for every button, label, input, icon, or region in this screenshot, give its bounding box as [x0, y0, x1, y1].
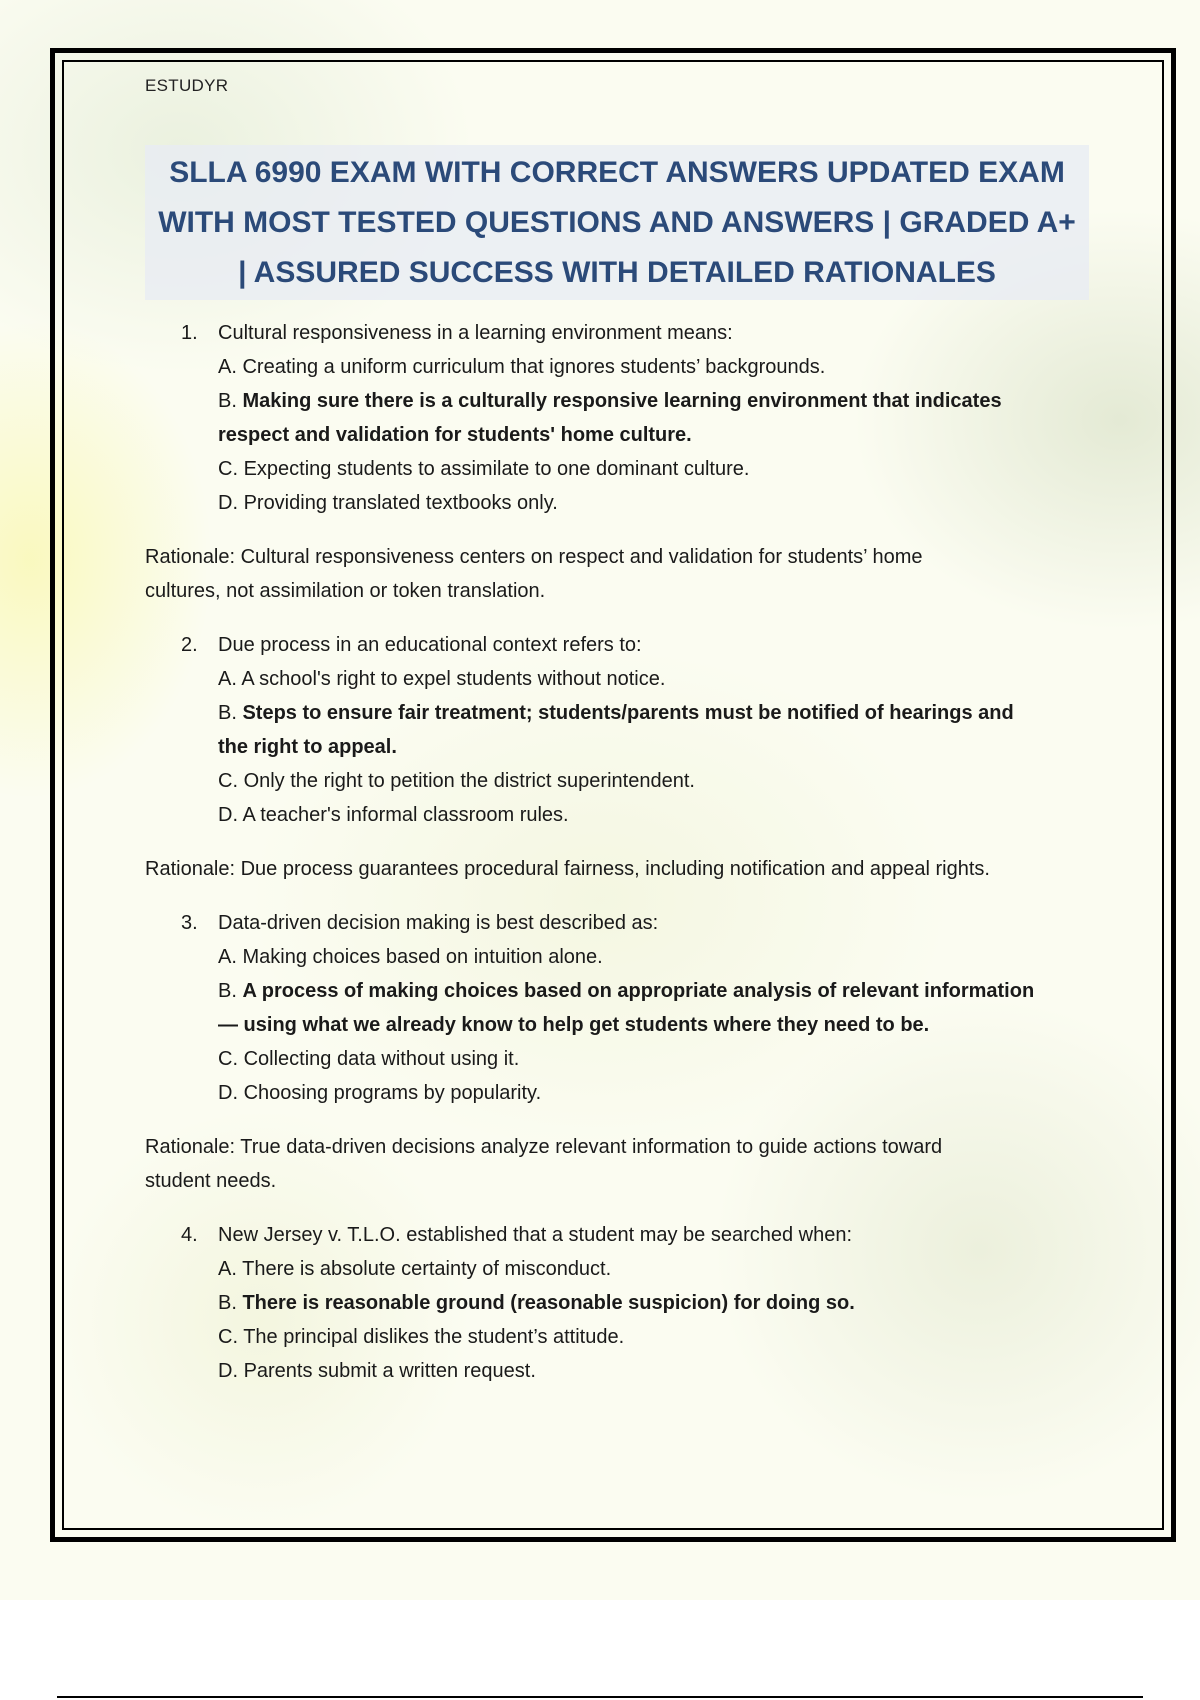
question-text: Cultural responsiveness in a learning environment means: — [218, 322, 733, 344]
option-text: Making choices based on intuition alone. — [242, 946, 603, 968]
answer-option-c — [145, 764, 1085, 798]
rationale-2 — [145, 852, 1085, 886]
answer-option-d — [145, 1076, 1085, 1110]
question-number: 4. — [181, 1224, 198, 1246]
answer-option-a — [145, 1252, 1085, 1286]
title-line: SLLA 6990 EXAM WITH CORRECT ANSWERS UPDATED EXAM — [169, 156, 1065, 189]
option-letter: B. — [218, 980, 237, 1002]
rationale-text: Rationale: Due process guarantees procedural fairness, including notification and appeal rights. — [145, 858, 990, 880]
answer-option-d — [145, 1354, 1085, 1388]
option-letter: D. — [218, 492, 238, 514]
answer-option-c — [145, 1042, 1085, 1076]
option-text: Steps to ensure fair treatment; students/parents must be notified of hearings and — [242, 702, 1014, 724]
option-text: the right to appeal. — [218, 736, 397, 758]
answer-option-b-continued — [145, 1008, 1085, 1042]
option-text: There is absolute certainty of misconduct. — [242, 1258, 612, 1280]
rationale-1 — [145, 540, 1085, 608]
option-text: respect and validation for students' home culture. — [218, 424, 692, 446]
option-text: A school's right to expel students without notice. — [241, 668, 666, 690]
option-text: Making sure there is a culturally responsive learning environment that indicates — [242, 390, 1002, 412]
option-text: Expecting students to assimilate to one dominant culture. — [243, 458, 750, 480]
option-letter: C. — [218, 1048, 238, 1070]
rationale-3 — [145, 1130, 1085, 1198]
option-letter: A. — [218, 946, 237, 968]
title-line: WITH MOST TESTED QUESTIONS AND ANSWERS | GRADED A+ — [158, 206, 1076, 239]
option-letter: D. — [218, 1082, 238, 1104]
question-stem — [145, 1218, 1085, 1252]
answer-option-a — [145, 662, 1085, 696]
brand-header: ESTUDYR — [145, 76, 229, 95]
answer-option-b-correct — [145, 384, 1085, 418]
question-3 — [145, 906, 1085, 1110]
answer-option-b-correct — [145, 974, 1085, 1008]
option-letter: B. — [218, 702, 237, 724]
option-text: Creating a uniform curriculum that ignores students’ backgrounds. — [242, 356, 826, 378]
rationale-text: cultures, not assimilation or token translation. — [145, 580, 546, 602]
question-stem — [145, 628, 1085, 662]
option-letter: C. — [218, 770, 238, 792]
question-2 — [145, 628, 1085, 832]
option-text: Choosing programs by popularity. — [243, 1082, 542, 1104]
option-letter: B. — [218, 390, 237, 412]
question-4 — [145, 1218, 1085, 1388]
option-letter: D. — [218, 1360, 238, 1382]
option-letter: A. — [218, 668, 237, 690]
option-text: Only the right to petition the district superintendent. — [243, 770, 695, 792]
option-letter: A. — [218, 1258, 237, 1280]
answer-option-b-correct — [145, 696, 1085, 730]
option-text: Providing translated textbooks only. — [243, 492, 558, 514]
option-letter: A. — [218, 356, 237, 378]
rationale-text: Rationale: True data-driven decisions analyze relevant information to guide actions toward — [145, 1136, 943, 1158]
answer-option-c — [145, 1320, 1085, 1354]
question-stem — [145, 316, 1085, 350]
document-title — [145, 145, 1089, 300]
option-text: Parents submit a written request. — [243, 1360, 536, 1382]
answer-option-a — [145, 350, 1085, 384]
answer-option-d — [145, 486, 1085, 520]
option-letter: D. — [218, 804, 238, 826]
question-text: Due process in an educational context refers to: — [218, 634, 642, 656]
answer-option-a — [145, 940, 1085, 974]
answer-option-b-continued — [145, 730, 1085, 764]
rationale-text: Rationale: Cultural responsiveness centers on respect and validation for students’ home — [145, 546, 923, 568]
option-text: A process of making choices based on appropriate analysis of relevant information — [242, 980, 1035, 1002]
answer-option-d — [145, 798, 1085, 832]
answer-option-b-continued — [145, 418, 1085, 452]
question-number: 3. — [181, 912, 198, 934]
question-text: New Jersey v. T.L.O. established that a student may be searched when: — [218, 1224, 853, 1246]
option-text: A teacher's informal classroom rules. — [242, 804, 569, 826]
rationale-text: student needs. — [145, 1170, 277, 1192]
question-stem — [145, 906, 1085, 940]
question-number: 1. — [181, 322, 198, 344]
answer-option-c — [145, 452, 1085, 486]
option-letter: C. — [218, 1326, 238, 1348]
footer-rule — [57, 1696, 1143, 1698]
title-line: | ASSURED SUCCESS WITH DETAILED RATIONALES — [238, 256, 996, 289]
option-letter: C. — [218, 458, 238, 480]
page-bottom-margin — [0, 1600, 1200, 1700]
option-text: There is reasonable ground (reasonable suspicion) for doing so. — [242, 1292, 855, 1314]
option-text: — using what we already know to help get students where they need to be. — [218, 1014, 930, 1036]
question-list — [145, 316, 1085, 1388]
option-text: The principal dislikes the student’s attitude. — [243, 1326, 625, 1348]
question-1 — [145, 316, 1085, 520]
option-letter: B. — [218, 1292, 237, 1314]
option-text: Collecting data without using it. — [243, 1048, 520, 1070]
question-number: 2. — [181, 634, 198, 656]
question-text: Data-driven decision making is best described as: — [218, 912, 659, 934]
answer-option-b-correct — [145, 1286, 1085, 1320]
